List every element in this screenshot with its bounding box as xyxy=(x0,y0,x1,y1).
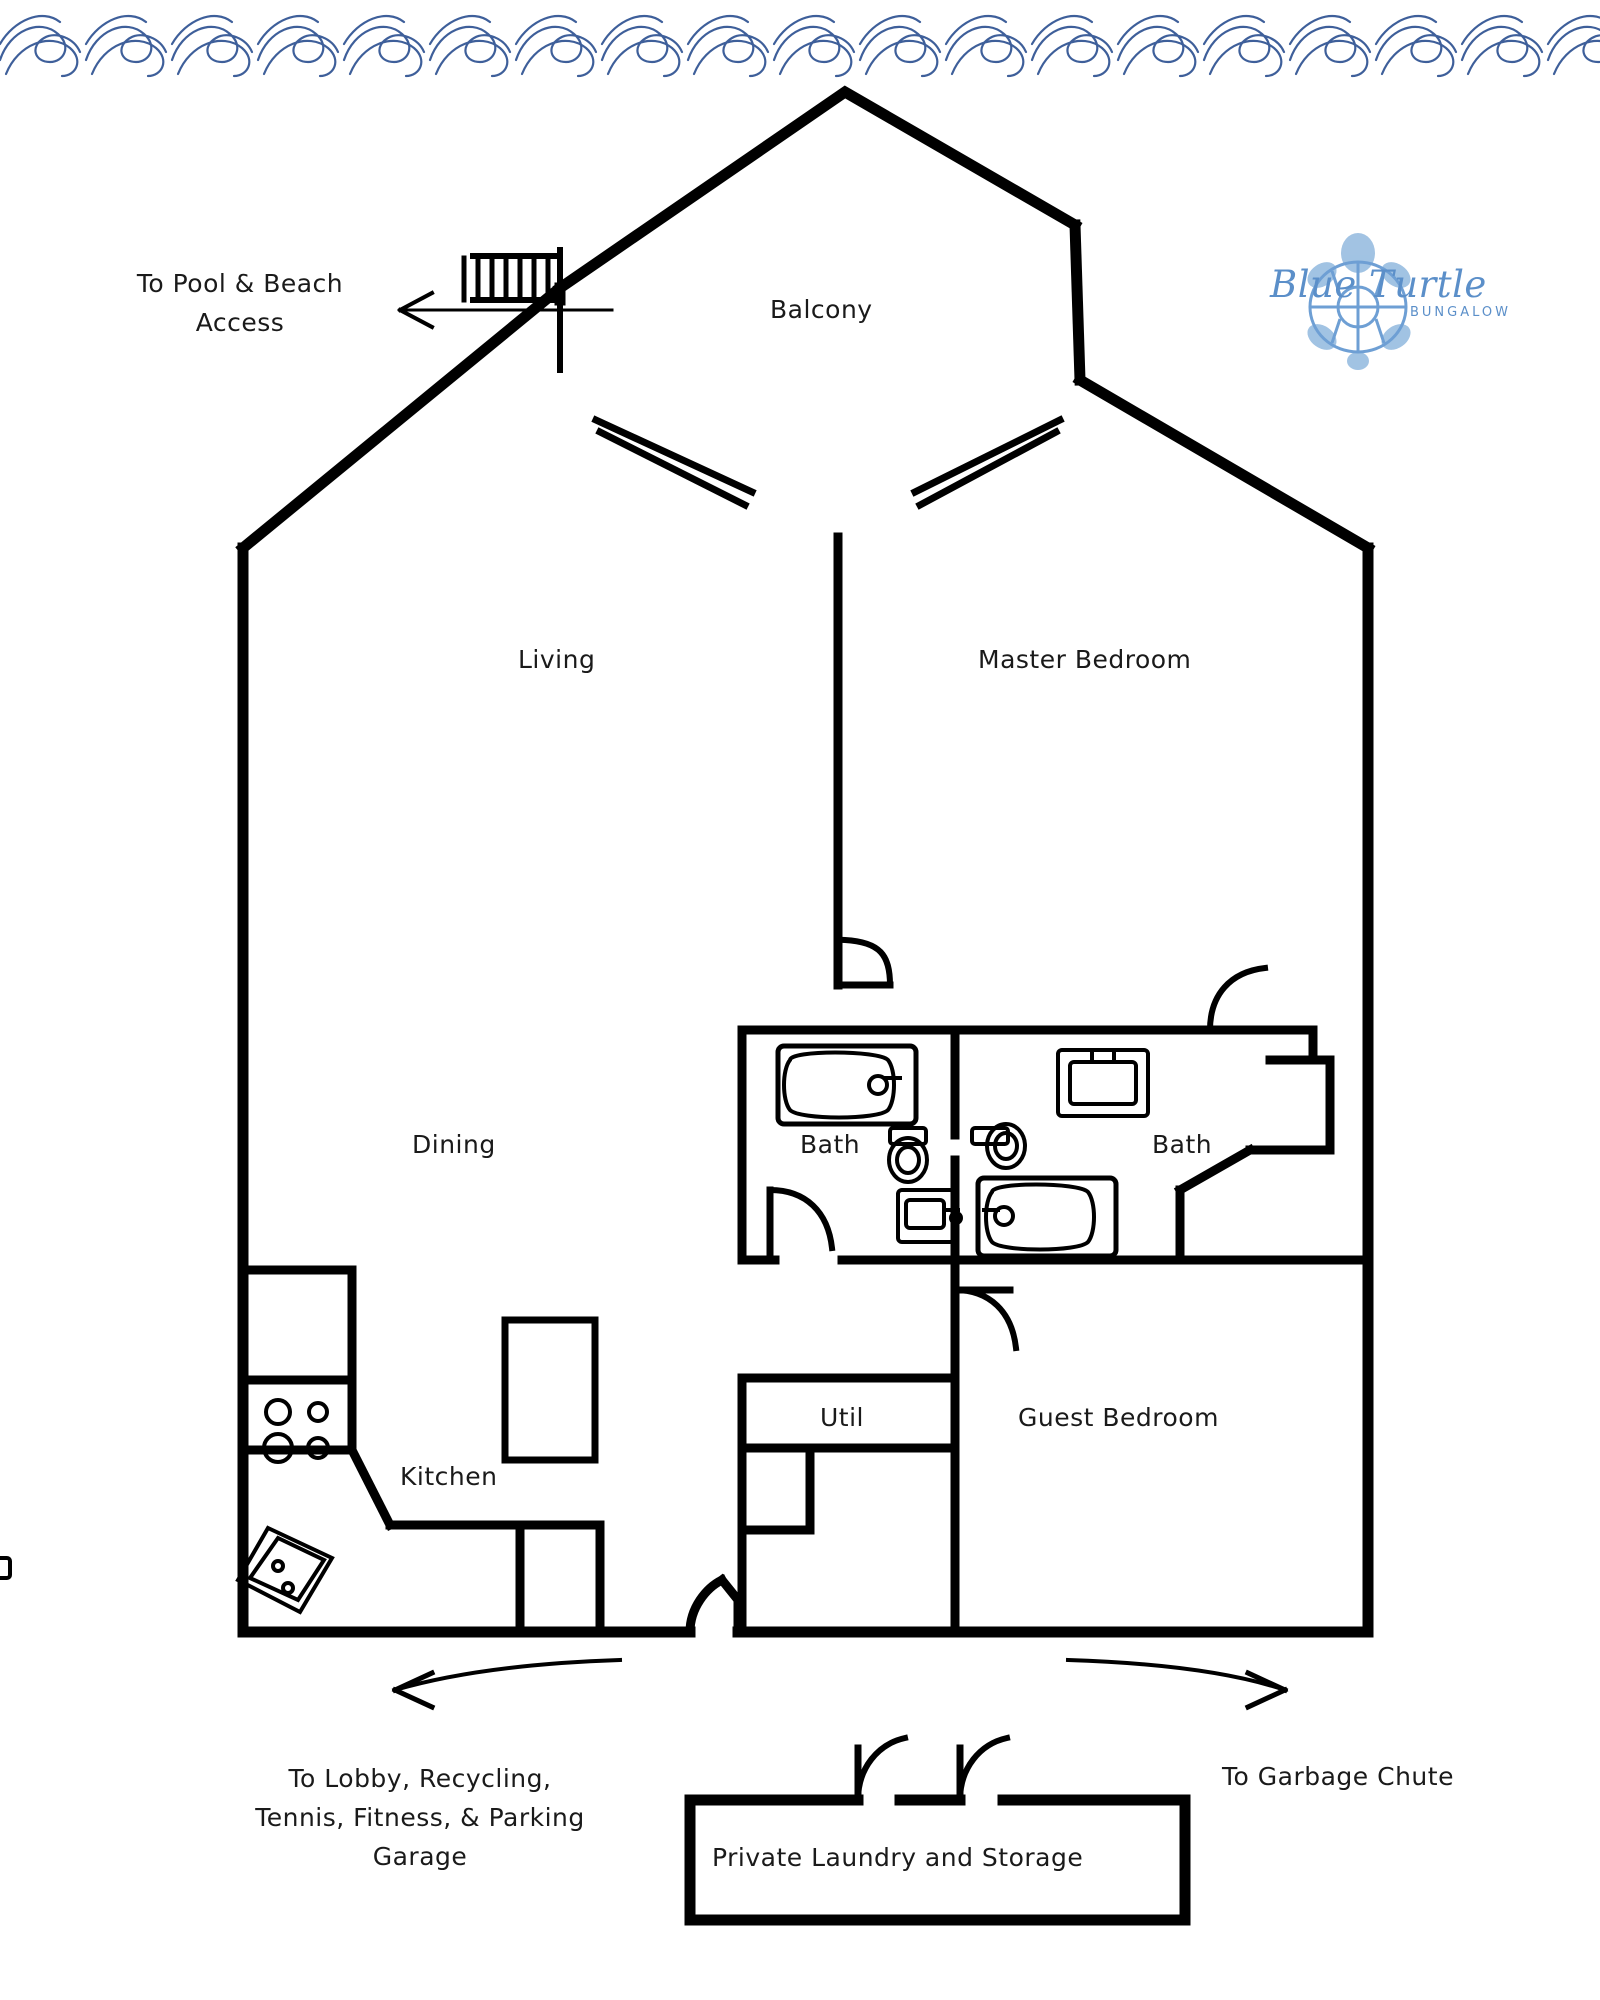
brand-name: Blue Turtle xyxy=(1270,263,1487,306)
room-label-bath-left: Bath xyxy=(800,1130,861,1159)
room-label-guest-bedroom: Guest Bedroom xyxy=(1018,1403,1219,1432)
brand-logo xyxy=(1270,225,1540,375)
room-label-util: Util xyxy=(820,1403,864,1432)
exit-label-lobby: To Lobby, Recycling, Tennis, Fitness, & Parking Garage xyxy=(255,1764,585,1871)
room-label-kitchen: Kitchen xyxy=(400,1462,498,1491)
room-label-master-bedroom: Master Bedroom xyxy=(978,645,1192,674)
room-label-bath-right: Bath xyxy=(1152,1130,1213,1159)
room-label-private-laundry-storage: Private Laundry and Storage xyxy=(712,1843,1084,1872)
room-label-balcony: Balcony xyxy=(770,295,873,324)
room-label-living: Living xyxy=(518,645,596,674)
exit-label-garbage-chute: To Garbage Chute xyxy=(1222,1762,1454,1791)
exit-label-pool-beach: To Pool & Beach Access xyxy=(136,269,344,337)
brand-subtitle: BUNGALOW xyxy=(1410,305,1511,320)
room-label-dining: Dining xyxy=(412,1130,496,1159)
